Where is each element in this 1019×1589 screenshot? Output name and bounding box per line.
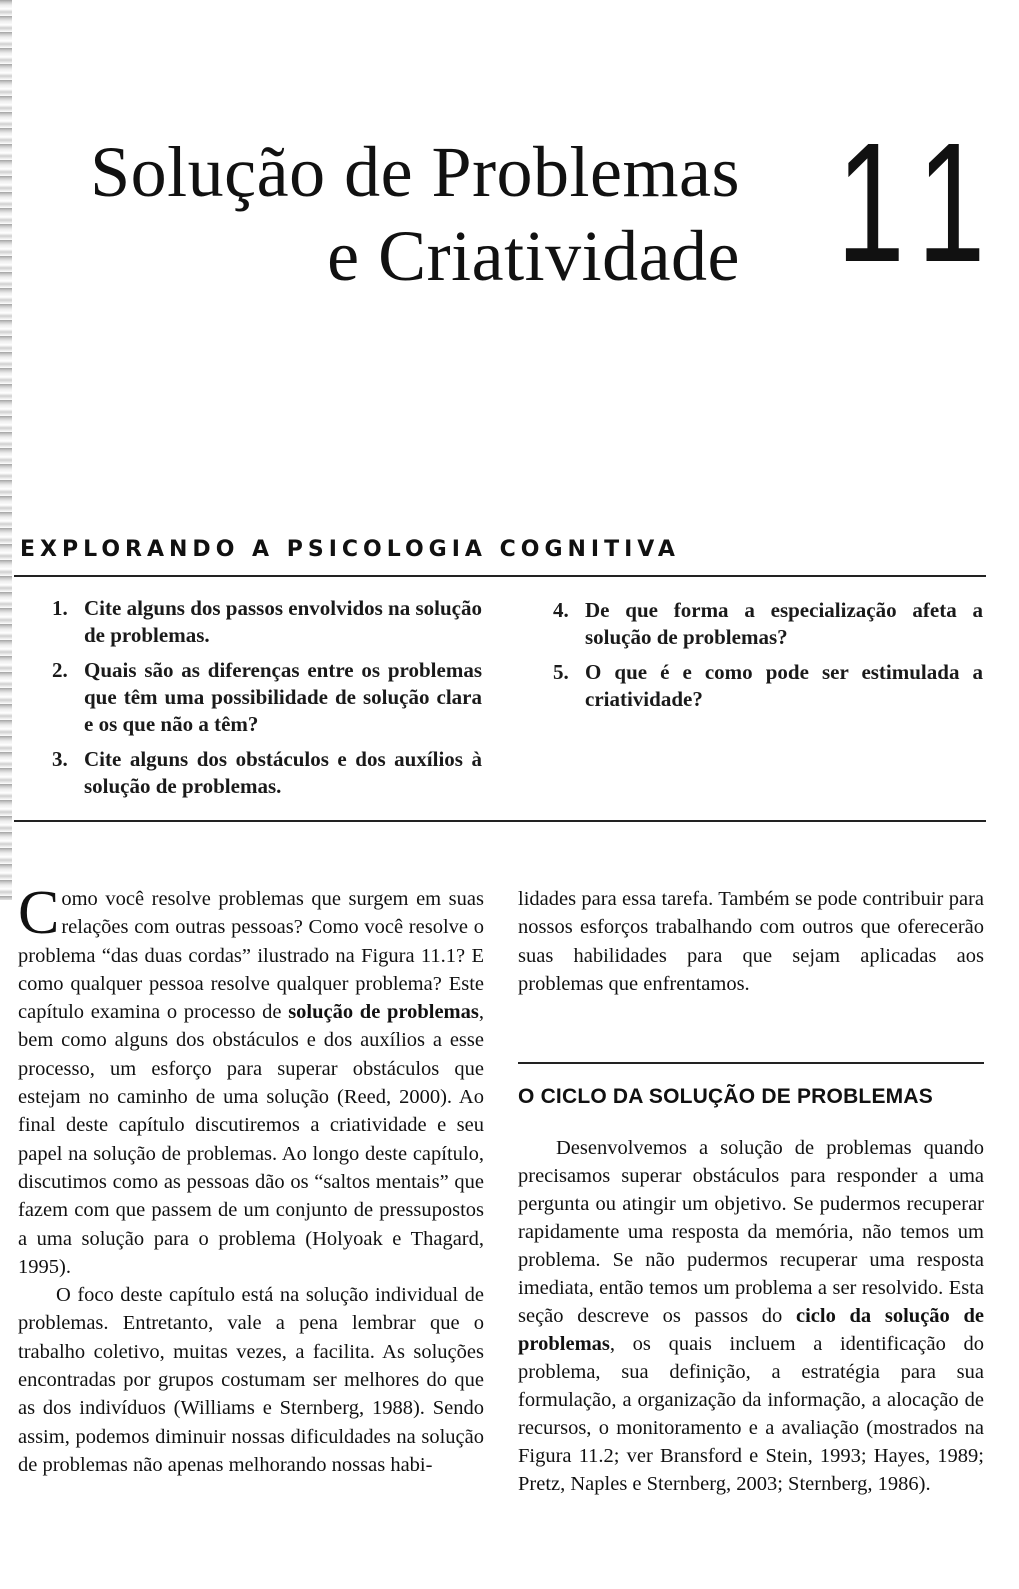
section-rule [518,1062,984,1064]
body-column-left [18,879,484,1479]
question-item [553,597,983,651]
drop-cap: C [18,879,60,947]
section-text-a: Desenvolvemos a solução de problemas quando precisamos superar obstáculos para responder a uma pergunta ou atingir um objetivo. Se pudermos recuperar rapidamente uma resposta da memória, não temos um problema. Se não pudermos recuperar uma resposta imediata, então temos um problema a ser resolvido. Esta seção descreve os passos do [518,1137,984,1327]
question-number: 3. [52,747,68,771]
question-number: 5. [553,660,569,684]
question-text: Quais são as diferenças entre os problemas que têm uma possibilidade de solução clara e os que não a têm? [84,658,482,736]
section-heading: O CICLO DA SOLUÇÃO DE PROBLEMAS [518,1085,933,1108]
chapter-title-line-1: Solução de Problemas [90,132,740,212]
question-text: De que forma a especialização afeta a solução de problemas? [585,598,983,649]
question-text: Cite alguns dos obstáculos e dos auxílios à solução de problemas. [84,747,482,798]
question-item [52,746,482,800]
chapter-title-line-2: e Criatividade [327,216,740,296]
key-term-ciclo: ciclo da solução de problemas [518,1305,984,1355]
body-paragraph-continued: lidades para essa tarefa. Também se pode contribuir para nossos esforços trabalhando com outros que oferecerão suas habilidades para que sejam aplicadas aos problemas que enfrentamos. [518,888,984,995]
question-item [52,657,482,738]
question-list-left [52,595,482,808]
question-text: Cite alguns dos passos envolvidos na solução de problemas. [84,596,482,647]
body-column-right [518,885,984,998]
intro-paragraph [18,879,484,1281]
question-item [52,595,482,649]
scan-edge-artifact [0,0,12,900]
key-term-solucao: solução de problemas [288,1001,479,1024]
question-number: 2. [52,658,68,682]
section-paragraph [518,1134,984,1498]
explore-heading: EXPLORANDO A PSICOLOGIA COGNITIVA [20,537,680,562]
section-body [518,1134,984,1498]
question-number: 1. [52,596,68,620]
top-rule [14,575,986,577]
question-text: O que é e como pode ser estimulada a criatividade? [585,660,983,711]
intro-text-a: omo você resolve problemas que surgem em suas relações com outras pessoas? Como você resolve o problema “das duas cordas” ilustrado na Figura 11.1? E como qualquer pessoa resolve qualquer problema? Este capítulo examina o processo de [18,888,484,1024]
chapter-number: 11 [836,108,1007,298]
section-text-b: , os quais incluem a identificação do problema, sua definição, a estratégia para sua formulação, a organização da informação, a alocação de recursos, o monitoramento e a avaliação (mostrados na Figura 11.2; ver Bransford e Stein, 1993; Hayes, 1989; Pretz, Naples e Sternberg, 2003; Sternberg, 1986). [518,1333,984,1495]
chapter-title [40,130,740,298]
intro-text-b: , bem como alguns dos obstáculos e dos auxílios a esse processo, um esforço para superar obstáculos que estejam no caminho de uma solução (Reed, 2000). Ao final deste capítulo discutiremos a criatividade e seu papel na solução de problemas. Ao longo deste capítulo, discutimos como as pessoas dão os “saltos mentais” que fazem com que passem de um conjunto de pressupostos a uma solução para o problema (Holyoak e Thagard, 1995). [18,1001,484,1278]
bottom-rule [14,820,986,822]
body-paragraph: O foco deste capítulo está na solução individual de problemas. Entretanto, vale a pena lembrar que o trabalho coletivo, muitas vezes, a facilita. As soluções encontradas por grupos costumam ser melhores do que as dos indivíduos (Williams e Sternberg, 1988). Sendo assim, podemos diminuir nossas dificuldades na solução de problemas não apenas melhorando nossas habi- [18,1284,484,1476]
question-list-right [553,597,983,721]
question-item [553,659,983,713]
question-number: 4. [553,598,569,622]
